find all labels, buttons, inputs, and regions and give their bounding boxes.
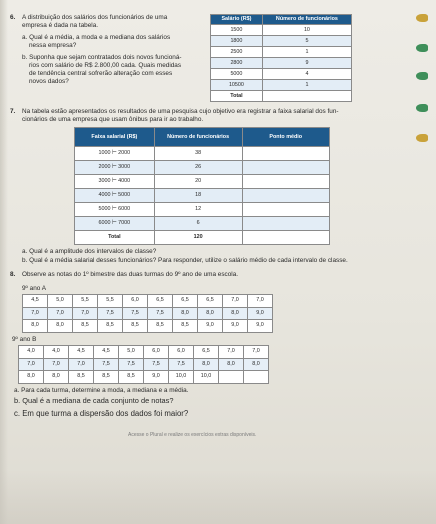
grade-cell: 5,0 (48, 295, 73, 308)
grade-cell: 7,5 (144, 358, 169, 371)
grade-cell: 7,5 (148, 307, 173, 320)
grades-row (19, 371, 269, 384)
grade-cell: 9,0 (144, 371, 169, 384)
q7-number: 7. (10, 108, 16, 115)
q6-cell: 10500 (211, 80, 263, 91)
grade-cell: 8,0 (219, 358, 244, 371)
grade-cell: 6,0 (169, 346, 194, 359)
grade-cell: 9,0 (198, 320, 223, 333)
grade-cell: 4,0 (19, 346, 44, 359)
q7-header-midpoint: Ponto médio (242, 128, 330, 147)
q6-cell: 2800 (211, 58, 263, 69)
class-a-label: 9º ano A (22, 285, 47, 292)
grade-cell: 7,0 (223, 295, 248, 308)
grade-cell: 4,0 (44, 346, 69, 359)
grade-cell: 7,0 (19, 358, 44, 371)
grade-cell: 8,5 (73, 320, 98, 333)
page-tab-marker (416, 14, 428, 22)
q6-header-count: Número de funcionários (262, 15, 351, 25)
q6a-line1: a. Qual é a média, a moda e a mediana dos salários (22, 34, 171, 41)
q6-cell: 4 (262, 69, 351, 80)
q6-header-salary: Salário (R$) (211, 15, 263, 25)
grades-row (23, 295, 273, 308)
grade-cell: 7,0 (244, 346, 269, 359)
q7-text-line1: Na tabela estão apresentados os resultados de uma pesquisa cujo objetivo era registrar a faixa salarial dos fun- (22, 108, 339, 115)
grade-cell: 8,5 (148, 320, 173, 333)
q8-text: Observe as notas do 1º bimestre das duas turmas do 9º ano de uma escola. (22, 271, 239, 278)
grade-cell: 8,5 (119, 371, 144, 384)
grade-cell: 5,5 (73, 295, 98, 308)
grade-cell: 7,5 (123, 307, 148, 320)
q8a-text: a. Para cada turma, determine a moda, a mediana e a média. (14, 387, 189, 394)
q6-cell: 2500 (211, 47, 263, 58)
grade-cell: 9,0 (248, 320, 273, 333)
grade-cell: 10,0 (194, 371, 219, 384)
grade-cell: 7,0 (44, 358, 69, 371)
grade-cell: 8,0 (44, 371, 69, 384)
grade-cell: 8,0 (194, 358, 219, 371)
q7-cell (242, 217, 330, 231)
q6-total-label: Total (211, 91, 263, 102)
grade-cell: 7,0 (69, 358, 94, 371)
page-tab-marker (416, 72, 428, 80)
page-curl-shadow (0, 470, 436, 524)
grade-cell: 8,5 (98, 320, 123, 333)
q7-cell: 18 (154, 189, 242, 203)
q7-cell: 2000 ⊢ 3000 (75, 161, 155, 175)
q7-header-count: Número de funcionários (154, 128, 242, 147)
q6-cell: 10 (262, 25, 351, 36)
grades-row (19, 358, 269, 371)
grade-cell: 7,0 (248, 295, 273, 308)
q7-cell: 5000 ⊢ 6000 (75, 203, 155, 217)
grade-cell: 8,0 (23, 320, 48, 333)
q8c-text: c. Em que turma a dispersão dos dados foi maior? (14, 409, 189, 418)
q7-cell (242, 147, 330, 161)
q7-cell: 6000 ⊢ 7000 (75, 217, 155, 231)
grade-cell: 8,0 (19, 371, 44, 384)
grades-row (23, 307, 273, 320)
q6a-line2: nessa empresa? (29, 42, 77, 49)
grade-cell: 6,5 (173, 295, 198, 308)
class-b-grades-table (18, 345, 269, 384)
grade-cell: 8,5 (123, 320, 148, 333)
q6b-line4: novos dados? (29, 78, 69, 85)
q6b-line1: b. Suponha que sejam contratados dois novos funcioná- (22, 54, 182, 61)
q7-cell (242, 203, 330, 217)
q6-salary-table (210, 14, 352, 102)
q7-cell: 4000 ⊢ 5000 (75, 189, 155, 203)
q6-cell: 5 (262, 36, 351, 47)
q6-cell: 9 (262, 58, 351, 69)
q6b-line3: de tendência central sofrerão alteração com esses (29, 70, 173, 77)
grade-cell: 7,0 (48, 307, 73, 320)
grade-cell: 7,5 (119, 358, 144, 371)
q8b-text: b. Qual é a mediana de cada conjunto de notas? (14, 396, 174, 405)
grade-cell: 5,0 (119, 346, 144, 359)
page-tab-marker (416, 104, 428, 112)
q7-total-label: Total (75, 231, 155, 245)
q6-total-empty (262, 91, 351, 102)
grade-cell: 6,0 (144, 346, 169, 359)
q6-cell: 1800 (211, 36, 263, 47)
q7-header-range: Faixa salarial (R$) (75, 128, 155, 147)
q7b-text: b. Qual é a média salarial desses funcionários? Para responder, utilize o salário médio de cada intervalo de classe. (22, 257, 348, 264)
q8-number: 8. (10, 271, 16, 278)
grade-cell: 7,0 (23, 307, 48, 320)
q7-cell: 3000 ⊢ 4000 (75, 175, 155, 189)
grade-cell: 6,5 (198, 295, 223, 308)
q7a-text: a. Qual é a amplitude dos intervalos de classe? (22, 248, 157, 255)
grade-cell: 7,5 (169, 358, 194, 371)
class-b-label: 9º ano B (12, 336, 37, 343)
q6-text-line2: empresa é dada na tabela. (22, 22, 99, 29)
footer-note: Acesse o Plural e realize os exercícios extras disponíveis. (128, 432, 257, 438)
grade-cell: 4,5 (23, 295, 48, 308)
grade-cell (244, 371, 269, 384)
q7-cell: 12 (154, 203, 242, 217)
page-tab-marker (416, 134, 428, 142)
q7-cell (242, 189, 330, 203)
grade-cell: 8,0 (244, 358, 269, 371)
page-edge-shadow (0, 0, 8, 524)
q7-cell: 26 (154, 161, 242, 175)
q7-cell: 1000 ⊢ 2000 (75, 147, 155, 161)
grade-cell: 7,0 (219, 346, 244, 359)
grade-cell: 10,0 (169, 371, 194, 384)
grade-cell: 8,0 (198, 307, 223, 320)
q7-cell (242, 231, 330, 245)
q6-cell: 1500 (211, 25, 263, 36)
grade-cell: 5,5 (98, 295, 123, 308)
page-tab-marker (416, 44, 428, 52)
grade-cell: 7,5 (98, 307, 123, 320)
q7-cell: 6 (154, 217, 242, 231)
q7-total-value: 120 (154, 231, 242, 245)
q7-salary-range-table (74, 127, 330, 245)
q7-cell (242, 175, 330, 189)
q7-cell (242, 161, 330, 175)
grade-cell: 8,5 (69, 371, 94, 384)
q6-cell: 1 (262, 80, 351, 91)
class-a-grades-table (22, 294, 273, 333)
q6b-line2: rios com salário de R$ 2.800,00 cada. Quais medidas (29, 62, 182, 69)
grade-cell: 8,5 (94, 371, 119, 384)
grades-row (19, 346, 269, 359)
grade-cell: 7,5 (94, 358, 119, 371)
q7-cell: 20 (154, 175, 242, 189)
grade-cell: 8,0 (48, 320, 73, 333)
grade-cell: 6,5 (194, 346, 219, 359)
grade-cell: 9,0 (223, 320, 248, 333)
grade-cell: 9,0 (248, 307, 273, 320)
grades-row (23, 320, 273, 333)
q6-cell: 1 (262, 47, 351, 58)
grade-cell: 7,0 (73, 307, 98, 320)
q7-cell: 38 (154, 147, 242, 161)
grade-cell: 4,5 (94, 346, 119, 359)
grade-cell: 8,5 (173, 320, 198, 333)
grade-cell: 8,0 (173, 307, 198, 320)
grade-cell (219, 371, 244, 384)
grade-cell: 4,5 (69, 346, 94, 359)
grade-cell: 6,5 (148, 295, 173, 308)
grade-cell: 8,0 (223, 307, 248, 320)
q7-text-line2: cionários de uma empresa que usam ônibus para ir ao trabalho. (22, 116, 204, 123)
q6-cell: 5000 (211, 69, 263, 80)
q6-number: 6. (10, 14, 16, 21)
grade-cell: 6,0 (123, 295, 148, 308)
q6-text-line1: A distribuição dos salários dos funcionários de uma (22, 14, 168, 21)
